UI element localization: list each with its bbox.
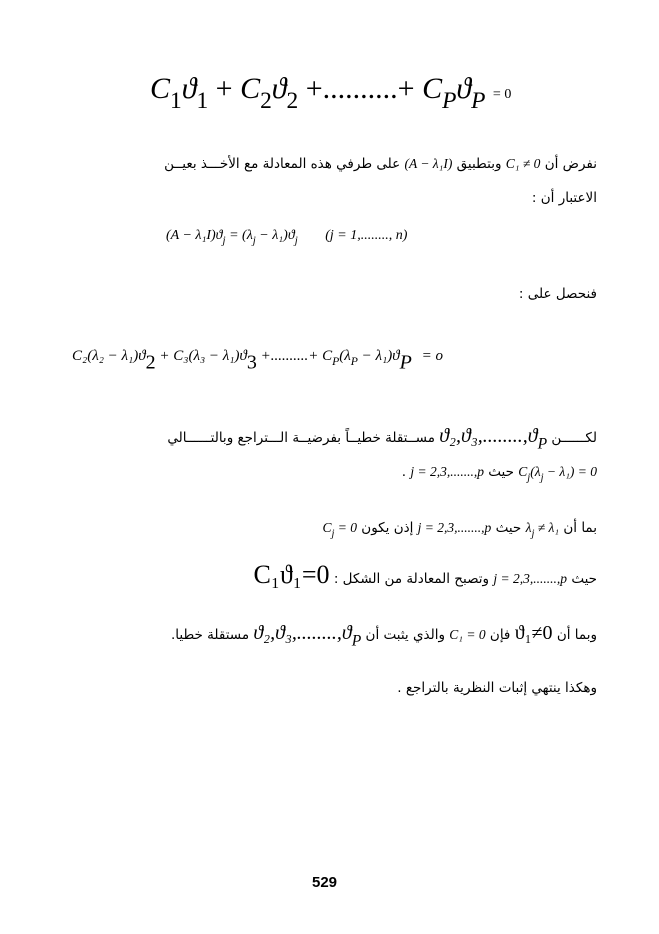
para6-math-c1: C₁ = 0 [449,627,486,642]
paragraph-5 [254,560,597,590]
para3-text-a: لكــــــن [551,430,597,446]
eq1-j1: 1 [196,87,209,114]
para6-text-a: وبما أن [556,627,597,643]
eq1-j2: 2 [286,87,299,114]
para1-math-c1: C₁ ≠ 0 [505,156,541,171]
para4-cj-rest: = 0 [334,520,357,535]
para6-text-d: مستقلة خطيا. [170,627,250,643]
para3-math-set-sub: P [537,435,548,453]
para3-text-b: مســتقلة خطيــاً بفرضيــة الـــتراجع وبالتــــــالي [167,430,435,446]
para4-text-a: بما أن [563,520,597,536]
para3-dot: . [401,464,407,480]
eq1-cp: C [422,72,443,105]
eq1-th2: ϑ [271,72,287,105]
paragraph-1-line-2 [532,190,597,206]
para3-lambda: (λ [530,464,541,479]
para6-text-b: فإن [489,627,511,643]
para4-math-cj [322,520,357,539]
para3-math-cond [518,464,597,483]
para3-lambda-sub: j [540,472,544,484]
eq2-range: (j = 1,........, n) [325,228,408,243]
para4-math-lambda [526,520,559,539]
eq1-c2: C [240,72,261,105]
eq3-term-1: C₂(λ₂ − λ₁)ϑ [72,348,146,364]
para4-lambda-sub: j [531,528,535,540]
para5-text-b: وتصبح المعادلة من الشكل : [333,571,490,587]
eq2-lhs-sub: j [222,234,226,247]
para4-lambda: λ [525,520,532,535]
eq3-term-3-sub: P [332,354,340,368]
para3-math-range: j = 2,3,.......,p [410,464,484,479]
eq2-mid: = (λ [229,228,253,243]
eq2-mid2: − λ₁)ϑ [255,228,295,243]
eq2-mid2-sub: j [294,234,298,247]
equation-3 [72,348,443,374]
para6-math-set [253,622,361,651]
eq1-th1: ϑ [181,72,197,105]
para3-math-set-body: ϑ₂,ϑ₃,........,ϑ [439,425,538,447]
eq2-lhs: (A − λ₁I)ϑ [166,228,223,243]
eq1-jp: P [471,87,486,114]
paragraph-6 [171,622,597,651]
page-number: 529 [312,874,338,891]
para4-lambda-rest: ≠ λ₁ [534,520,560,535]
para1-text-b: وبتطبيق [456,156,502,172]
para6-math-set-sub: P [351,632,362,650]
eq1-c1: C [150,72,171,105]
paragraph-3-line-2 [402,464,597,483]
para1-math-operator: (A − λ₁I) [404,156,453,171]
para6-text-c: والذي يثبت أن [365,627,445,643]
eq1-i1: 1 [170,87,182,114]
para7-text: وهكذا ينتهي إثبات النظرية بالتراجع . [397,680,597,696]
eq1-plus1: + [215,72,233,105]
eq1-ip: P [442,87,457,114]
para4-text-c: إذن يكون [361,520,414,536]
para1-text-c: على طرفي هذه المعادلة مع الأخـــذ بعيــن [164,156,401,172]
eq3-sub-1: 2 [145,351,156,374]
para4-cj-sub: j [331,528,335,540]
eq3-sub-3: P [399,351,412,374]
eq3-term-5: − λ₁)ϑ [357,348,400,364]
eq1-thp: ϑ [456,72,472,105]
para4-math-range: j = 2,3,.......,p [417,520,492,535]
equation-2 [166,228,407,247]
eq1-equals: = 0 [492,87,512,102]
para3-math-set [439,425,547,454]
para2-text: فنحصل على : [518,286,597,302]
para1-line2-text: الاعتبار أن : [531,190,597,206]
para3-cond-rest: − λ₁) = 0 [543,464,597,479]
eq3-term-2: + C₃(λ₃ − λ₁)ϑ [159,348,247,364]
para4-text-b: حيث [495,520,522,536]
equation-1 [150,72,511,115]
para3-cj-sub: j [527,472,531,484]
para5-text-a: حيث [571,571,597,587]
eq3-sub-2: 3 [246,351,257,374]
paragraph-3-line-1 [167,425,597,454]
para6-math-set-body: ϑ₂,ϑ₃,........,ϑ [253,622,352,644]
paragraph-4 [322,520,597,539]
eq2-mid-sub: j [252,234,256,247]
eq3-equals: = o [421,348,443,364]
para3-text-where: حيث [488,464,514,480]
eq1-i2: 2 [260,87,272,114]
paragraph-2 [519,286,597,302]
eq1-plus2: +..........+ [305,72,415,105]
para1-text-a: نفرض أن [544,156,597,172]
para5-math-range: j = 2,3,.......,p [493,571,568,586]
para5-math-result: C₁ϑ₁=0 [253,560,330,589]
paragraph-7 [397,680,597,696]
para3-cj: C [518,464,528,479]
para4-cj: C [322,520,332,535]
eq3-term-4-sub: P [350,354,358,368]
eq3-term-3: +..........+ C [260,348,333,364]
eq3-term-4: (λ [339,348,351,364]
paragraph-1-line-1 [164,156,597,172]
para6-math-theta: ϑ₁≠0 [514,622,553,644]
